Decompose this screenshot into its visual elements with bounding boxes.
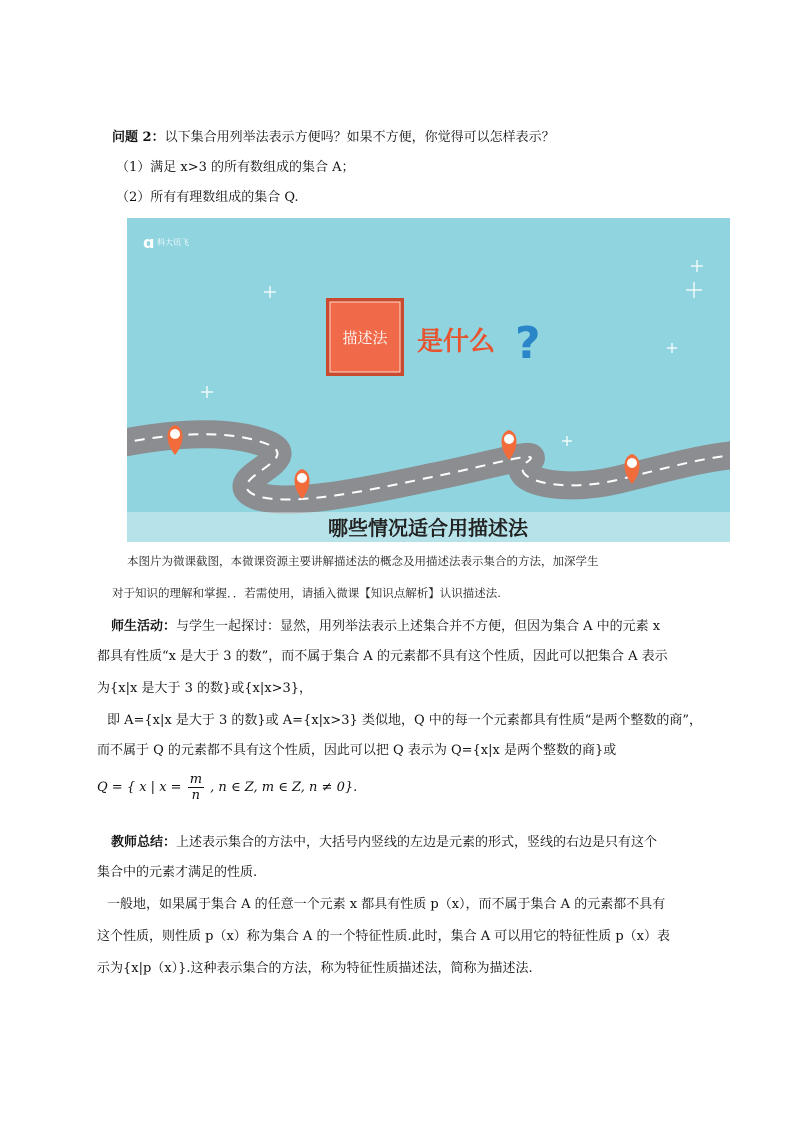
activity-text-1: 与学生一起探讨：显然，用列举法表示上述集合并不方便，但因为集合 A 中的元素 x	[176, 619, 661, 634]
question-item-1: （1）满足 x>3 的所有数组成的集合 A；	[116, 160, 355, 175]
question-2	[112, 128, 555, 148]
definition-line-2: 这个性质，则性质 p（x）称为集合 A 的一个特征性质.此时，集合 A 可以用它的特征性质 p（x）表	[97, 929, 671, 944]
definition-line-1: 一般地，如果属于集合 A 的任意一个元素 x 都具有性质 p（x），而不属于集合 A 的元素都不具有	[107, 897, 666, 912]
activity-line-4: 即 A={x|x 是大于 3 的数}或 A={x|x>3} 类似地，Q 中的每一个元素都具有性质“是两个整数的商”，	[107, 713, 703, 728]
caption-line-2: 对于知识的理解和掌握．．若需使用，请插入微课【知识点解析】认识描述法.	[112, 586, 501, 600]
road	[127, 434, 730, 499]
formula-denominator: n	[191, 788, 201, 803]
question-mark-icon: ?	[515, 318, 541, 369]
summary-label: 教师总结：	[111, 835, 177, 850]
summary-line-1	[97, 828, 702, 858]
activity-label: 师生活动：	[111, 619, 177, 634]
summary-text-1: 上述表示集合的方法中，大括号内竖线的左边是元素的形式，竖线的右边是只有这个	[176, 835, 658, 850]
sign-text: 描述法	[342, 329, 388, 347]
activity-line-5: 而不属于 Q 的元素都不具有这个性质，因此可以把 Q 表示为 Q={x|x 是两个整数的商}或	[97, 743, 617, 758]
activity-line-3: 为{x|x 是大于 3 的数}或{x|x>3}，	[97, 681, 313, 696]
formula-numerator: m	[189, 772, 203, 787]
logo-text: 科大讯飞	[157, 238, 189, 247]
subtitle-text: 哪些情况适合用描述法	[328, 516, 528, 540]
headline-text: 是什么	[417, 327, 496, 357]
lesson-illustration	[127, 218, 730, 542]
formula-right: , n ∈ Z, m ∈ Z, n ≠ 0}.	[210, 780, 358, 795]
question-text: 以下集合用列举法表示方便吗？如果不方便，你觉得可以怎样表示？	[164, 130, 555, 145]
activity-line-1	[97, 612, 702, 642]
question-item-2: （2）所有有理数组成的集合 Q.	[116, 190, 299, 205]
lesson-figure	[127, 218, 730, 542]
location-pin-icon	[168, 425, 183, 455]
formula-fraction	[188, 772, 204, 803]
formula-left: Q = { x | x =	[97, 780, 182, 795]
definition-line-3: 示为{x|p（x）}.这种表示集合的方法，称为特征性质描述法，简称为描述法.	[97, 961, 533, 976]
question-label: 问题 2：	[112, 130, 165, 145]
logo-mark: ɑ	[143, 233, 155, 252]
activity-line-2: 都具有性质“x 是大于 3 的数”，而不属于集合 A 的元素都不具有这个性质，因此可以把集合 A 表示	[97, 649, 668, 664]
set-formula	[97, 772, 357, 803]
summary-line-2: 集合中的元素才满足的性质.	[97, 865, 258, 880]
caption-line-1: 本图片为微课截图，本微课资源主要讲解描述法的概念及用描述法表示集合的方法，加深学生	[127, 554, 599, 568]
